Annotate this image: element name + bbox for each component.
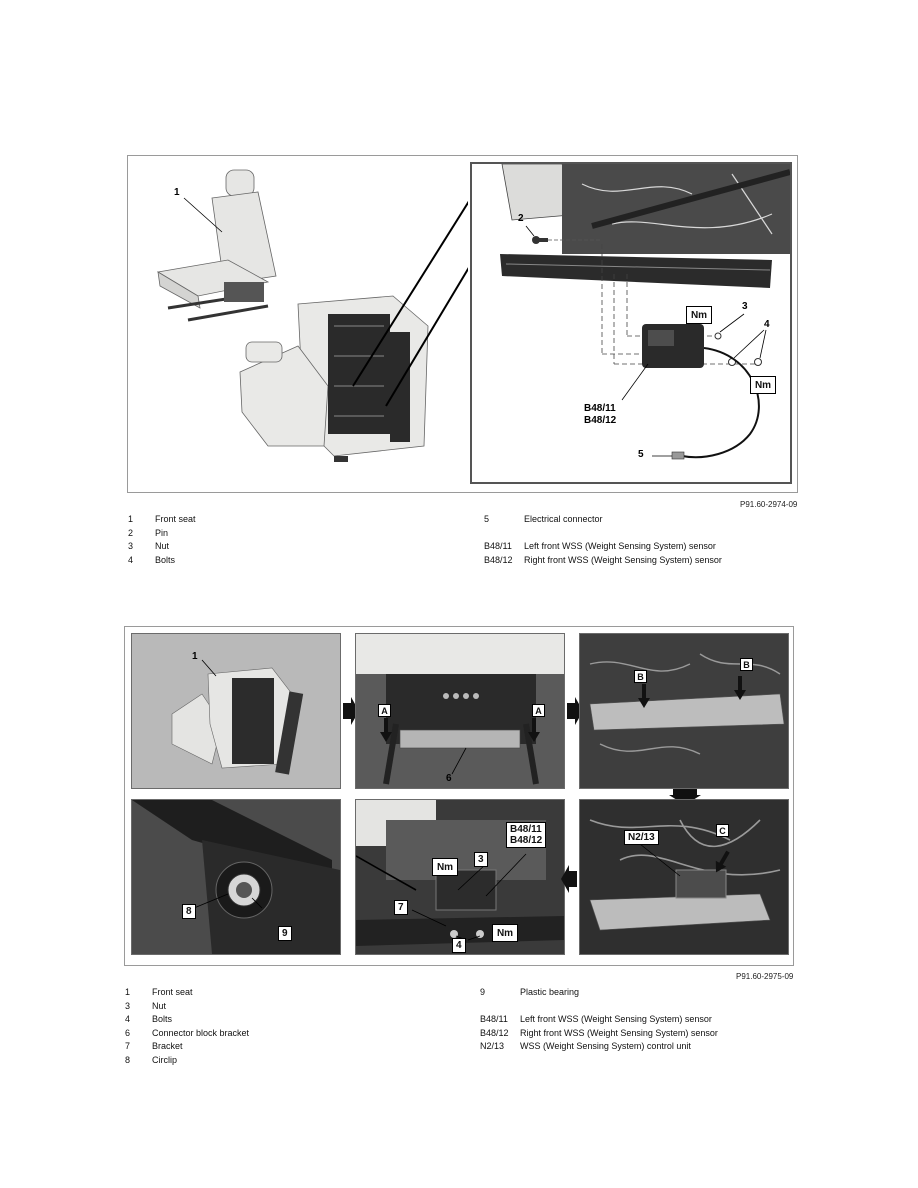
legend-key: 5	[484, 514, 490, 524]
figure-2-id: P91.60-2975-09	[736, 972, 794, 981]
torque-icon: Nm	[432, 858, 458, 876]
callout-b48-12: B48/12	[584, 415, 617, 426]
legend-key: B48/12	[480, 1027, 509, 1038]
legend-item	[125, 1000, 249, 1014]
torque-icon: Nm	[686, 306, 712, 324]
figure-2	[124, 626, 794, 966]
legend-item	[128, 527, 196, 541]
callout-4: 4	[764, 319, 770, 330]
legend-item	[128, 540, 196, 554]
legend-key: 2	[128, 527, 134, 538]
legend-text: Right front WSS (Weight Sensing System) sensor	[524, 554, 722, 565]
legend-key: 1	[125, 987, 131, 997]
legend-item	[484, 513, 722, 527]
callout-3: 3	[474, 852, 488, 867]
wss-sensor-detail-view	[470, 162, 792, 484]
photo-panel-2	[355, 633, 565, 789]
legend-text: Nut	[152, 1000, 167, 1011]
legend-text: Front seat	[152, 987, 193, 997]
legend-key: B48/11	[484, 541, 512, 552]
callout-2: 2	[518, 213, 524, 224]
figure-1-legend-right	[484, 513, 722, 567]
photo-panel-5	[355, 799, 565, 955]
figure-1-legend-left	[128, 513, 196, 567]
callout-9: 9	[278, 926, 292, 941]
legend-item	[480, 1027, 718, 1041]
legend-key: B48/12	[484, 554, 513, 565]
legend-text: Nut	[155, 541, 170, 552]
front-seat-illustration	[128, 156, 468, 492]
legend-text: Left front WSS (Weight Sensing System) sensor	[520, 1014, 712, 1025]
callout-1: 1	[192, 651, 198, 662]
legend-text: Pin	[155, 527, 169, 538]
next-step-arrow-icon	[561, 865, 577, 893]
legend-text: WSS (Weight Sensing System) control unit	[520, 1041, 691, 1052]
legend-item	[480, 986, 718, 1000]
callout-7: 7	[394, 900, 408, 915]
legend-item	[480, 1040, 718, 1054]
legend-item	[125, 1027, 249, 1041]
callout-b: B	[740, 658, 753, 671]
legend-item	[484, 540, 722, 554]
legend-item	[125, 1040, 249, 1054]
figure-1	[127, 155, 798, 493]
legend-item	[125, 1013, 249, 1027]
callout-1: 1	[174, 187, 180, 198]
legend-text: Left front WSS (Weight Sensing System) sensor	[524, 541, 716, 552]
legend-text: Bracket	[152, 1041, 183, 1052]
legend-item	[125, 1054, 249, 1068]
callout-6: 6	[446, 773, 452, 784]
legend-text: Connector block bracket	[152, 1027, 250, 1038]
photo-panel-4	[131, 799, 341, 955]
legend-item	[484, 554, 722, 568]
legend-key: 4	[125, 1014, 131, 1025]
legend-text: Electrical connector	[524, 514, 603, 524]
legend-text: Bolts	[152, 1014, 173, 1025]
callout-a: A	[378, 704, 391, 717]
legend-key: N2/13	[480, 1041, 505, 1052]
callout-8: 8	[182, 904, 196, 919]
callout-3: 3	[742, 301, 748, 312]
figure-2-legend-right	[480, 986, 718, 1054]
legend-key: B48/11	[480, 1014, 508, 1025]
photo-panel-6	[579, 799, 789, 955]
legend-key: 1	[128, 514, 134, 524]
legend-item	[128, 554, 196, 568]
figure-2-legend-left	[125, 986, 249, 1068]
callout-b48-11-b48-12	[506, 822, 546, 848]
legend-key: 6	[125, 1027, 131, 1038]
callout-b48-12: B48/12	[510, 835, 543, 846]
callout-a: A	[532, 704, 545, 717]
legend-text: Front seat	[155, 514, 196, 524]
photo-panel-3	[579, 633, 789, 789]
legend-item	[128, 513, 196, 527]
legend-key: 3	[125, 1000, 131, 1011]
legend-key: 9	[480, 987, 486, 997]
legend-item	[125, 986, 249, 1000]
legend-key: 8	[125, 1054, 131, 1065]
callout-b: B	[634, 670, 647, 683]
photo-panel-1	[131, 633, 341, 789]
callout-4: 4	[452, 938, 466, 953]
legend-text: Circlip	[152, 1054, 178, 1065]
torque-icon: Nm	[750, 376, 776, 394]
legend-text: Bolts	[155, 554, 176, 565]
legend-key: 3	[128, 541, 134, 552]
callout-c: C	[716, 824, 729, 837]
figure-1-id: P91.60-2974-09	[740, 500, 798, 509]
legend-key: 7	[125, 1041, 131, 1052]
callout-5: 5	[638, 449, 644, 460]
torque-icon: Nm	[492, 924, 518, 942]
legend-text: Right front WSS (Weight Sensing System) sensor	[520, 1027, 718, 1038]
callout-n2-13: N2/13	[624, 830, 659, 845]
legend-key: 4	[128, 554, 134, 565]
callout-b48-11: B48/11	[584, 403, 616, 414]
callout-b48-11: B48/11	[510, 824, 542, 835]
legend-item	[480, 1013, 718, 1027]
legend-text: Plastic bearing	[520, 987, 580, 997]
